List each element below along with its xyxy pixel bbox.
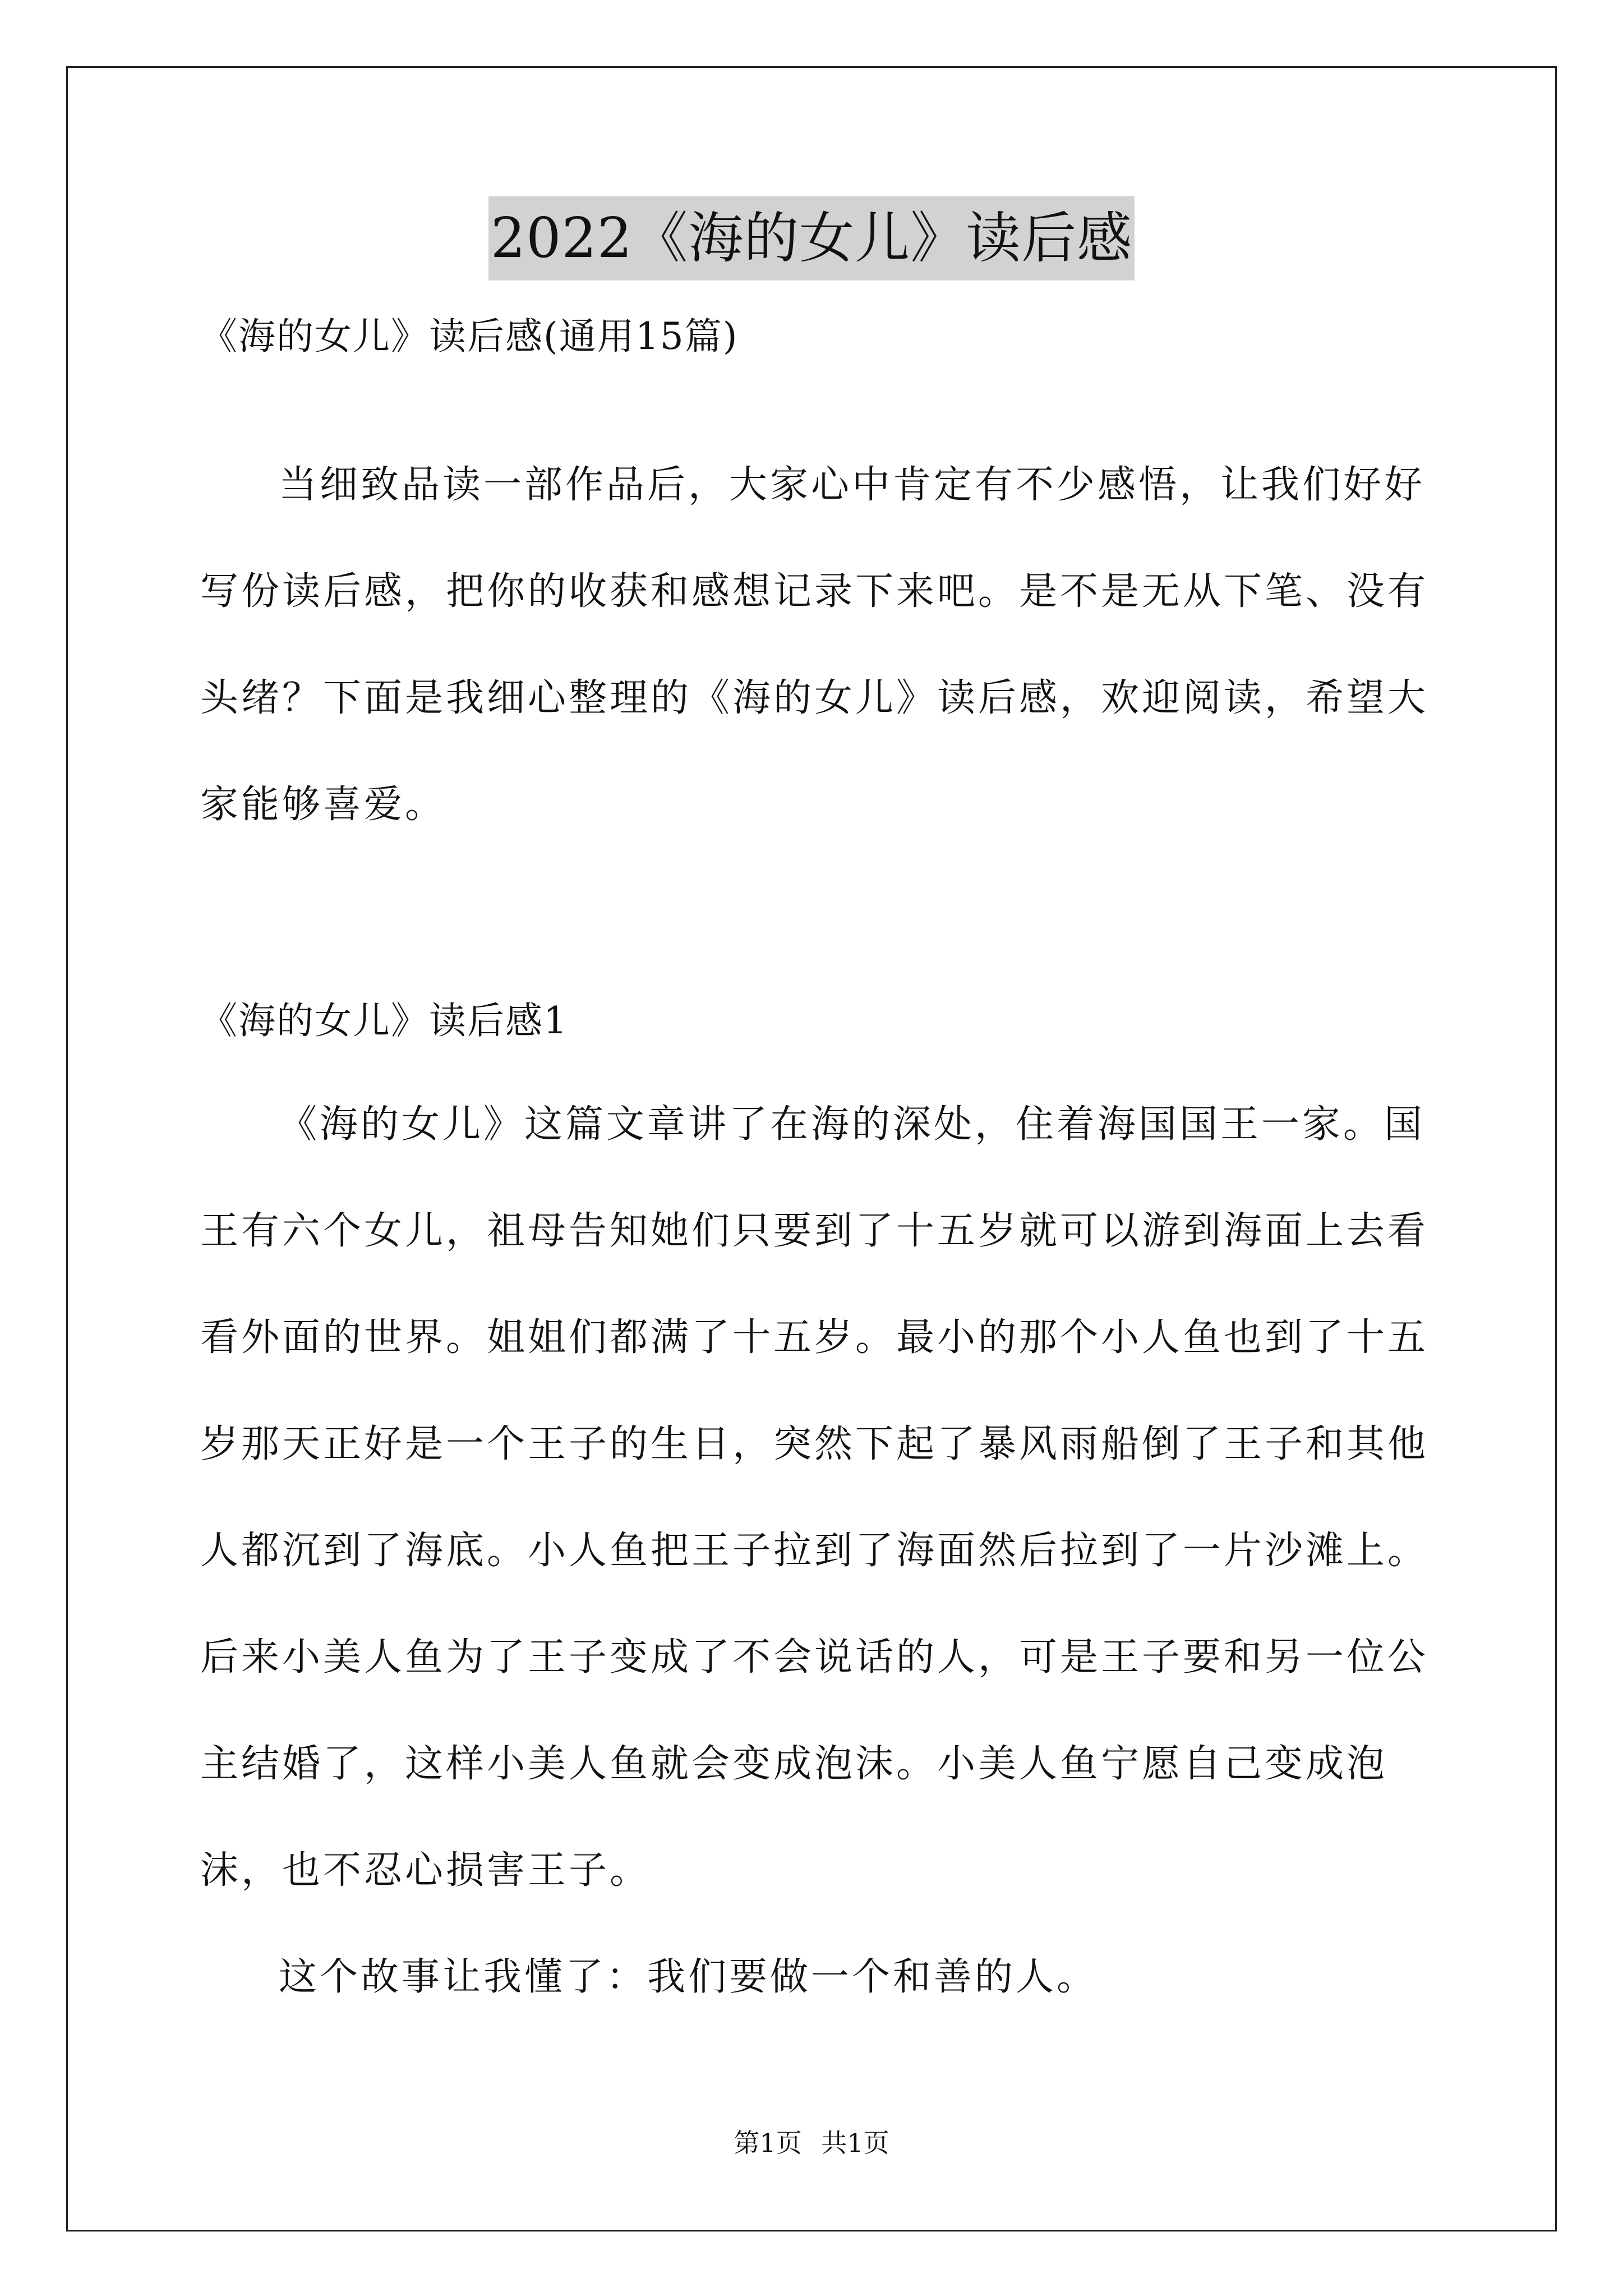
document-title: 2022《海的女儿》读后感 <box>488 196 1135 280</box>
story-paragraph: 《海的女儿》这篇文章讲了在海的深处，住着海国国王一家。国王有六个女儿，祖母告知她们只要到了十五岁就可以游到海面上去看看外面的世界。姐姐们都满了十五岁。最小的那个小人鱼也到了十五岁那天正好是一个王子的生日，突然下起了暴风雨船倒了王子和其他人都沉到了海底。小人鱼把王子拉到了海面然后拉到了一片沙滩上。后来小美人鱼为了王子变成了不会说话的人，可是王子要和另一位公主结婚了，这样小美人鱼就会变成泡沫。小美人鱼宁愿自己变成泡沫，也不忍心损害王子。 <box>200 1102 1429 1893</box>
title-container <box>0 196 1623 280</box>
conclusion-paragraph: 这个故事让我懂了：我们要做一个和善的人。 <box>279 1955 1098 1999</box>
intro-paragraph: 当细致品读一部作品后，大家心中肯定有不少感悟，让我们好好写份读后感，把你的收获和感想记录下来吧。是不是无从下笔、没有头绪？下面是我细心整理的《海的女儿》读后感，欢迎阅读，希望大家能够喜爱。 <box>200 463 1429 827</box>
document-subtitle: 《海的女儿》读后感(通用15篇) <box>200 315 739 358</box>
page-footer: 第1页 共1页 <box>734 2128 889 2158</box>
section-heading: 《海的女儿》读后感1 <box>200 999 568 1042</box>
